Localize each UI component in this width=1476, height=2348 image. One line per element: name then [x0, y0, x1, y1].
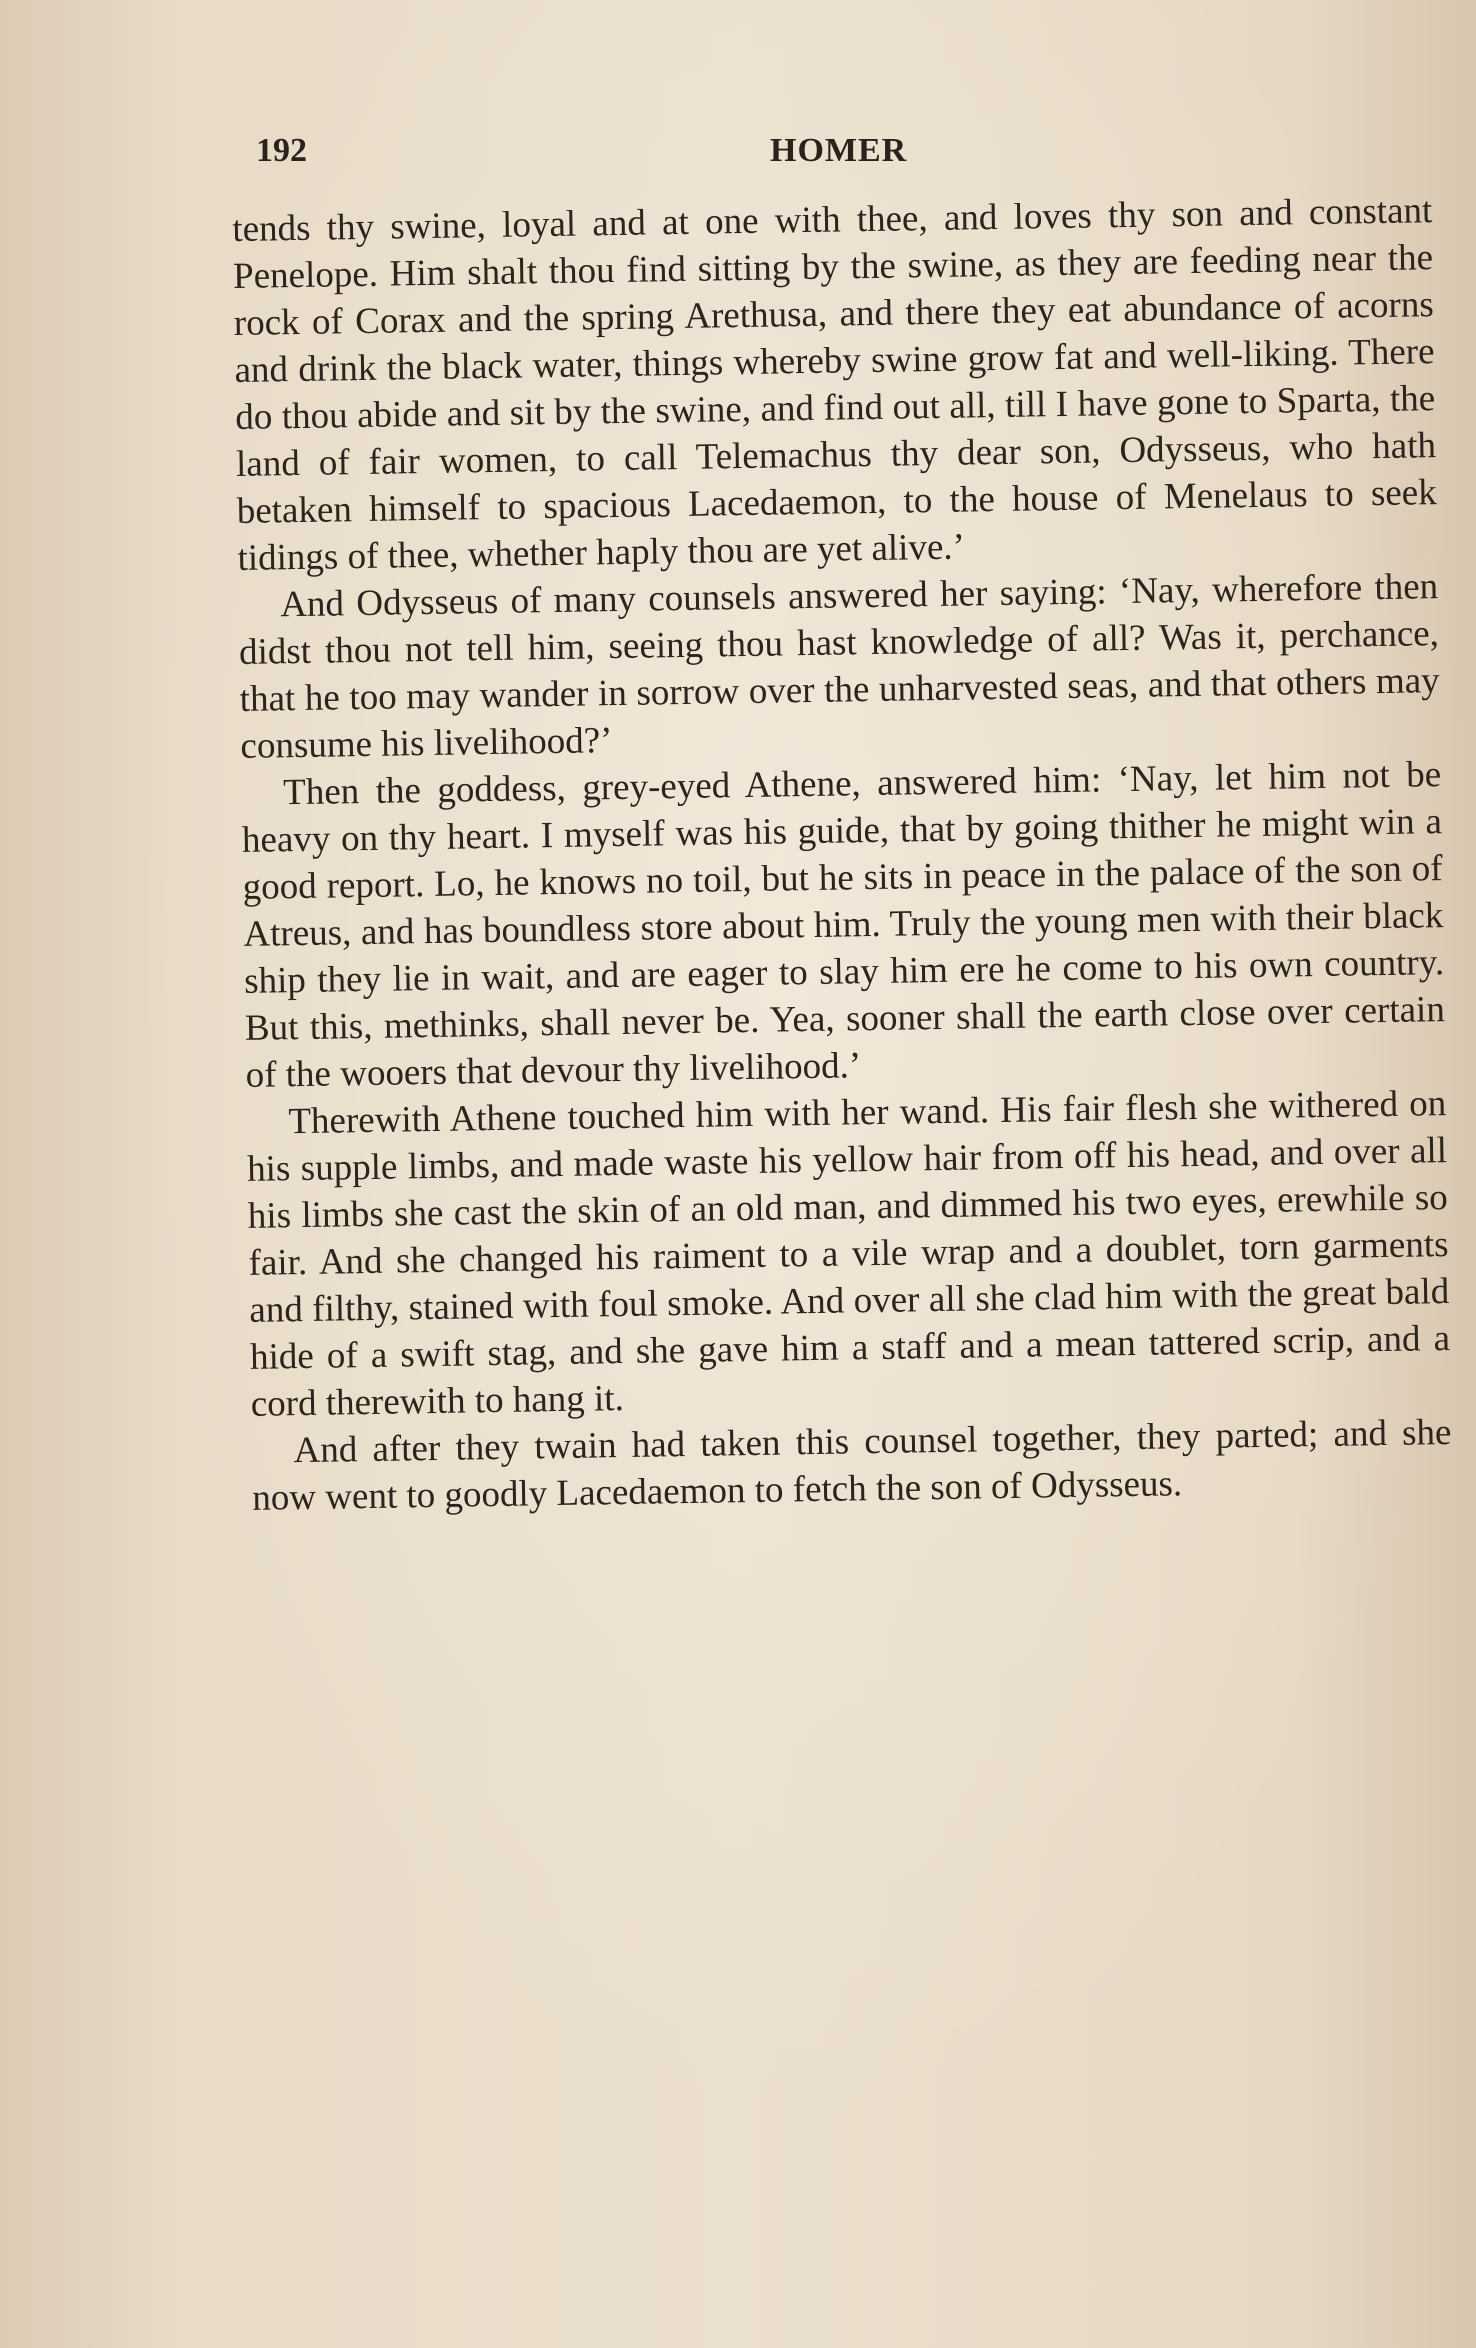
body-text	[232, 187, 1453, 1522]
page-number: 192	[256, 132, 307, 169]
paragraph-5: And after they twain had taken this counsel together, they parted; and she now went to goodly Lacedaemon to fetch the son of Odysseus.	[251, 1412, 1452, 1519]
paragraph-3: Then the goddess, grey-eyed Athene, answered him: ‘Nay, let him not be heavy on thy heart. I myself was his guide, that by going thither he might win a good report. Lo, he knows no toil, but he sits in peace in the palace of the son of Atreus, and has boundless store about him. Truly the young men with their black ship they lie in wait, and are eager to slay him ere he come to his own country. But this, methinks, shall never be. Yea, sooner shall the earth close over certain of the wooers that devour thy livelihood.’	[241, 754, 1446, 1096]
paragraph-2: And Odysseus of many counsels answered her saying: ‘Nay, wherefore then didst thou not tell him, seeing thou hast knowledge of all? Was it, perchance, that he too may wander in sorrow over the unharvested seas, and that others may consume his livelihood?’	[238, 566, 1440, 767]
page-header	[250, 132, 1390, 182]
paragraph-1: tends thy swine, loyal and at one with thee, and loves thy son and constant Penelope. Him shalt thou find sitting by the swine, as they are feeding near the rock of Corax and the spring Arethusa, and there they eat abundance of acorns and drink the black water, things whereby swine grow fat and well-liking. There do thou abide and sit by the swine, and find out all, till I have gone to Sparta, the land of fair women, to call Telemachus thy dear son, Odysseus, who hath betaken himself to spacious Lacedaemon, to the house of Menelaus to seek tidings of thee, whether haply thou are yet alive.’	[232, 190, 1437, 579]
running-head: HOMER	[770, 132, 908, 169]
paragraph-4: Therewith Athene touched him with her wand. His fair flesh she withered on his supple limbs, and made waste his yellow hair from off his head, and over all his limbs she cast the skin of an old man, and dimmed his two eyes, erewhile so fair. And she changed his raiment to a vile wrap and a doublet, torn garments and filthy, stained with foul smoke. And over all she clad him with the great bald hide of a swift stag, and she gave him a staff and a mean tattered scrip, and a cord therewith to hang it.	[246, 1083, 1451, 1425]
